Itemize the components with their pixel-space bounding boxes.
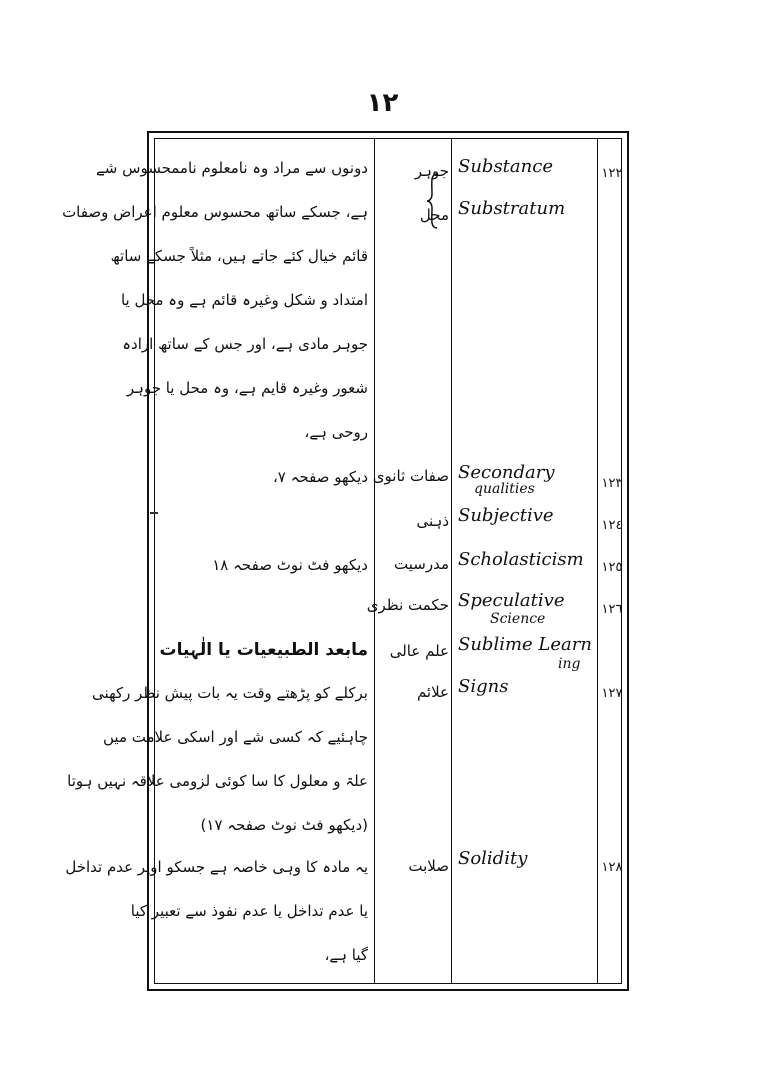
english-term: Secondary [458, 462, 555, 483]
description-line: دونوں سے مراد وہ نامعلوم ناممحسوس شے [96, 159, 368, 177]
description-line: دیکھو صفحہ ٧، [272, 468, 368, 486]
description-line: چاہئیے کہ کسی شے اور اسکی علامت میں [103, 728, 368, 746]
urdu-term: صلابت [408, 857, 449, 875]
english-term: Science [490, 611, 546, 627]
english-term: qualities [474, 481, 535, 497]
description-line: یا عدم تداخل یا عدم نفوذ سے تعبیر کیا [130, 902, 368, 920]
entry-number: ١٢٣ [601, 476, 623, 491]
margin-mark [150, 512, 158, 514]
entry-number: ١٢٦ [601, 602, 623, 617]
description-line: برکلے کو پڑھتے وقت یہ بات پیش نظر رکھنی [92, 684, 368, 702]
urdu-term: جوہر [414, 162, 449, 180]
english-term: Speculative [458, 590, 565, 611]
description-line: روحی ہے، [304, 423, 368, 441]
english-term: Signs [458, 676, 509, 697]
english-term: Sublime Learn [458, 634, 592, 655]
urdu-term: حکمت نظری [366, 596, 449, 614]
description-line: شعور وغیرہ قایم ہے، وہ محل یا جوہر [126, 379, 368, 397]
urdu-term: مدرسیت [394, 555, 449, 573]
description-line: دیکھو فٹ نوٹ صفحہ ١٨ [212, 556, 368, 574]
urdu-term: صفات ثانوی [372, 467, 449, 485]
curly-brace-icon [425, 172, 439, 230]
description-line: علۃ و معلول کا سا کوئی لزومی علاقہ نہیں ہوتا [67, 772, 368, 790]
description-line: جوہر مادی ہے، اور جس کے ساتھ ارادہ [122, 335, 368, 353]
english-term: Substratum [458, 198, 566, 219]
column-divider-urdu [451, 139, 452, 983]
entry-number: ١٢٨ [601, 860, 623, 875]
english-term: Scholasticism [458, 549, 584, 570]
urdu-term: علائم [416, 683, 449, 701]
urdu-term: ذہنی [416, 512, 449, 530]
description-line: (دیکھو فٹ نوٹ صفحہ ١٧) [200, 816, 368, 834]
description-line: ہے، جسکے ساتھ محسوس معلوم اعراض وصفات [62, 203, 368, 221]
column-divider-description [374, 139, 375, 983]
entry-number: ١٢٢ [601, 166, 623, 181]
entry-number: ١٢٤ [601, 518, 623, 533]
urdu-term: علم عالی [389, 642, 449, 660]
english-term: Substance [458, 156, 553, 177]
page-number: ١٢ [366, 88, 399, 118]
english-term: ing [558, 656, 581, 672]
description-line: قائم خیال کئے جاتے ہیں، مثلاً جسکے ساتھ [110, 247, 368, 265]
description-line: گیا ہے، [324, 946, 368, 964]
description-line: یہ مادہ کا وہی خاصہ ہے جسکو اوپر عدم تداخل [65, 858, 368, 876]
entry-number: ١٢٥ [601, 560, 623, 575]
entry-number: ١٢٧ [601, 686, 623, 701]
urdu-term: محل [419, 206, 449, 224]
english-term: Solidity [458, 848, 528, 869]
description-heading: مابعد الطبیعیات یا الٰہیات [159, 640, 368, 660]
english-term: Subjective [458, 505, 554, 526]
description-line: امتداد و شکل وغیرہ قائم ہے وہ محل یا [120, 291, 368, 309]
